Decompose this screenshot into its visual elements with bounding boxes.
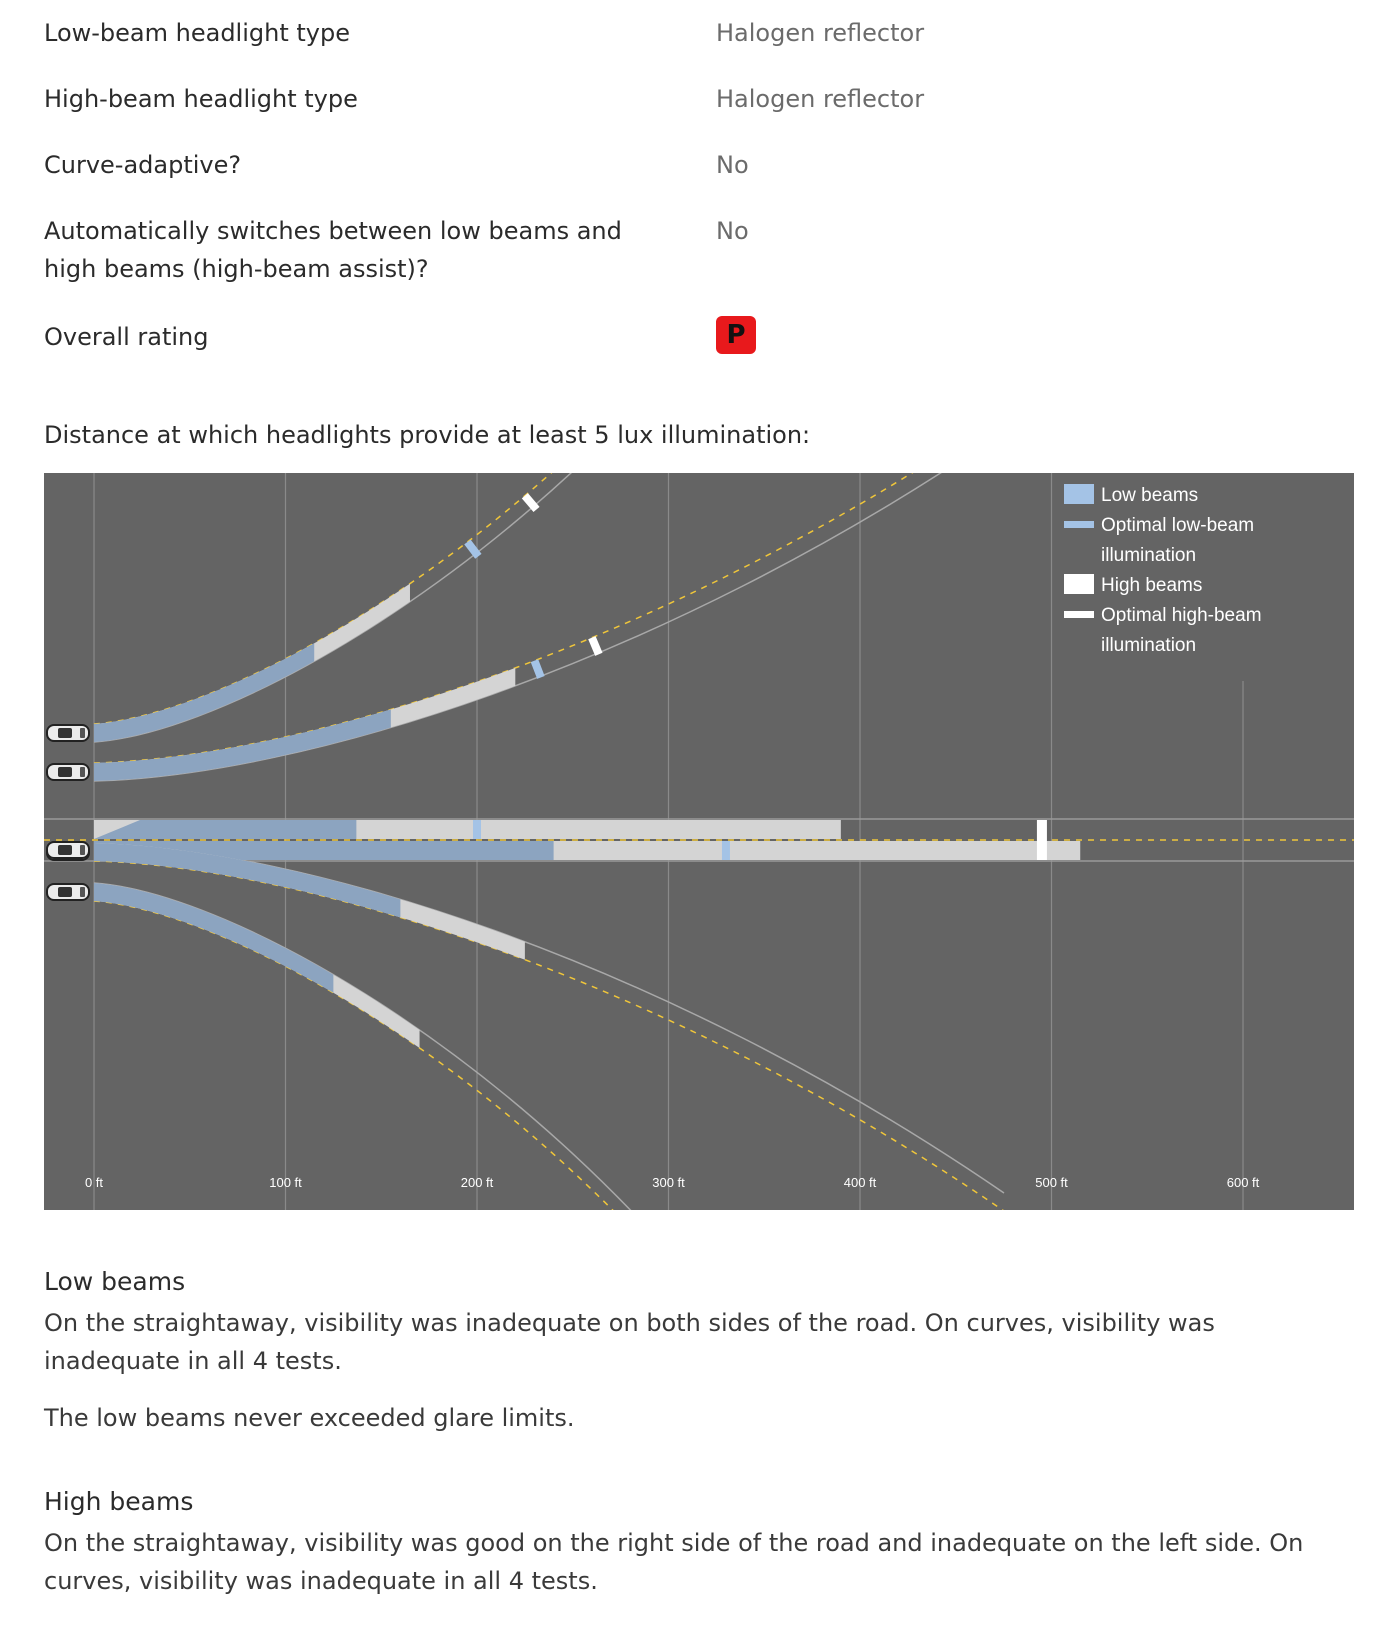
- spec-value: Halogen reflector: [716, 85, 925, 113]
- car-icon: [47, 884, 89, 900]
- low-beams-text-1: On the straightaway, visibility was inadequate on both sides of the road. On curves, visibility was inadequate in all 4 tests.: [44, 1309, 1215, 1375]
- optimal-low-marker: [473, 820, 481, 839]
- legend-label: Low beams: [1101, 485, 1199, 506]
- low-beam-area: [94, 820, 356, 839]
- legend-label: Optimal low-beam illumination: [1101, 515, 1255, 566]
- legend-swatch: [1064, 574, 1094, 594]
- x-tick-label: 600 ft: [1226, 1175, 1260, 1190]
- legend-swatch: [1064, 484, 1094, 504]
- curve-center-line: [94, 861, 1004, 1210]
- x-tick-label: 200 ft: [460, 1175, 494, 1190]
- rating-badge: P: [716, 316, 756, 354]
- car-icon: [47, 725, 89, 741]
- spec-label: High-beam headlight type: [44, 85, 358, 113]
- x-tick-label: 100 ft: [269, 1175, 302, 1190]
- headlight-illumination-chart: [44, 473, 1354, 1210]
- legend-layer: [1064, 484, 1262, 656]
- spec-value: Halogen reflector: [716, 19, 925, 47]
- spec-value: No: [716, 151, 749, 179]
- chart-svg: [44, 473, 1354, 1210]
- curve-road-edge: [94, 473, 1004, 781]
- legend-label: Optimal high-beam illumination: [1101, 605, 1262, 656]
- x-tick-label: 0 ft: [84, 1175, 104, 1190]
- tick-layer: [85, 1175, 1260, 1190]
- curve-road-edge: [94, 843, 1004, 1193]
- legend-bar: [1064, 521, 1094, 528]
- spec-label: Automatically switches between low beams and high beams (high-beam assist)?: [44, 217, 622, 283]
- x-tick-label: 300 ft: [652, 1175, 685, 1190]
- curve-center-line: [94, 901, 744, 1210]
- spec-label: Low-beam headlight type: [44, 19, 350, 47]
- car-icon: [47, 842, 89, 858]
- low-beam-area: [94, 643, 314, 742]
- legend-bar: [1064, 611, 1094, 618]
- car-layer: [47, 725, 89, 900]
- low-beams-heading: Low beams: [44, 1267, 186, 1296]
- optimal-low-marker: [531, 659, 545, 679]
- car-icon: [47, 764, 89, 780]
- low-beams-text-2: The low beams never exceeded glare limits.: [44, 1404, 575, 1432]
- high-beams-text-1: On the straightaway, visibility was good on the right side of the road and inadequate on the left side. On curves, visibility was inadequate in all 4 tests.: [44, 1529, 1304, 1595]
- optimal-low-marker: [722, 841, 730, 860]
- marker-layer: [464, 493, 1047, 860]
- spec-label: Curve-adaptive?: [44, 151, 242, 179]
- spec-value: No: [716, 217, 749, 245]
- legend-label: High beams: [1101, 575, 1203, 596]
- spec-label: Overall rating: [44, 323, 209, 351]
- x-tick-label: 500 ft: [1035, 1175, 1068, 1190]
- high-beams-heading: High beams: [44, 1487, 194, 1516]
- optimal-high-marker: [588, 636, 602, 656]
- beam-layer: [94, 584, 1080, 1048]
- chart-title: Distance at which headlights provide at least 5 lux illumination:: [44, 421, 811, 449]
- optimal-high-marker: [1037, 820, 1047, 860]
- curve-center-line: [94, 473, 744, 724]
- x-tick-label: 400 ft: [843, 1175, 877, 1190]
- curve-center-line: [94, 473, 1004, 763]
- low-beam-area: [94, 883, 333, 993]
